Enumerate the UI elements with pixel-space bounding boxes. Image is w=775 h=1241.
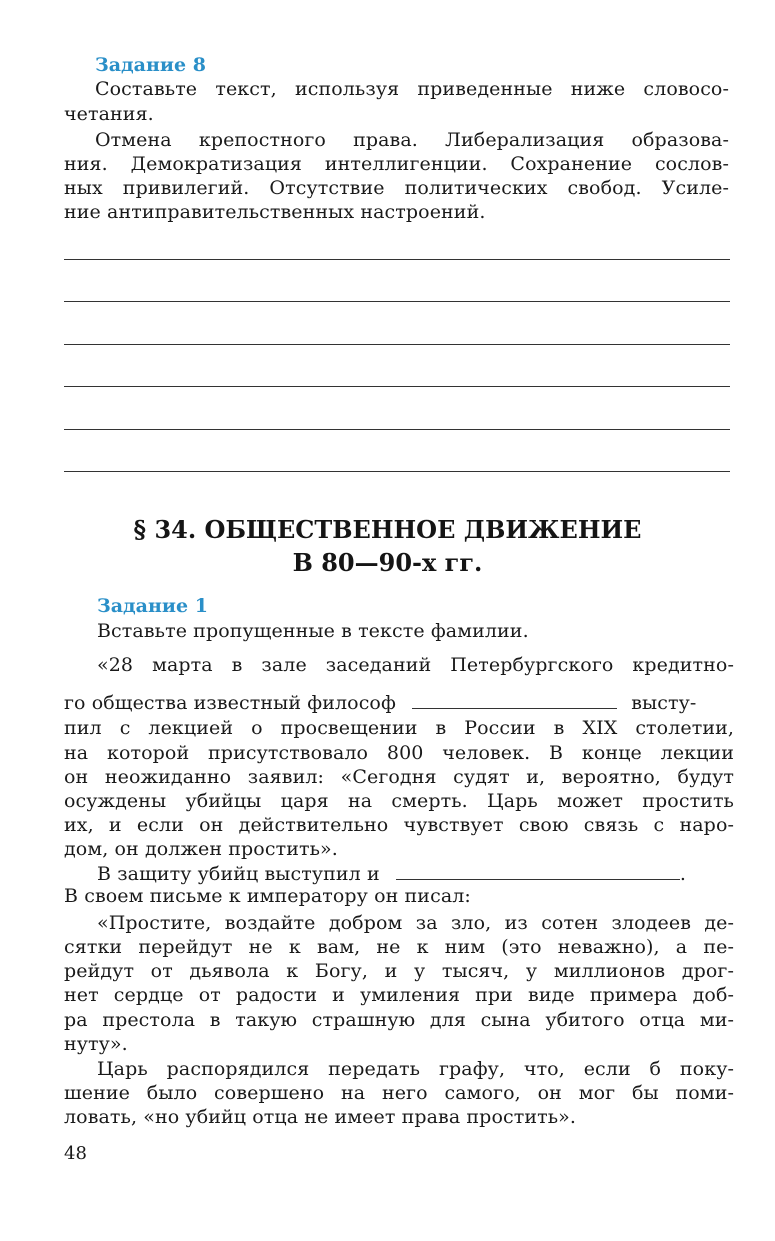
task1-line-9-start: В защиту убийц выступил и (97, 863, 380, 885)
task8-line-3: Отмена крепостного права. Либерализация образова- (95, 129, 729, 151)
task8-line-1: Составьте текст, используя приведенные ниже словосо- (95, 78, 729, 100)
task1-line-2-end: высту- (631, 692, 697, 714)
task1-line-18: шение было совершено на него самого, он мог бы поми- (64, 1082, 734, 1104)
task1-line-6: осуждены убийцы царя на смерть. Царь может простить (64, 790, 734, 812)
blank-philosopher-name[interactable] (412, 690, 617, 709)
task1-instruction: Вставьте пропущенные в тексте фамилии. (97, 620, 529, 642)
page-number: 48 (64, 1143, 87, 1164)
task1-line-5: он неожиданно заявил: «Сегодня судят и, вероятно, будут (64, 766, 734, 788)
task1-line-7: их, и если он действительно чувствует свою связь с наро- (64, 814, 734, 836)
task1-line-2-start: го общества известный философ (64, 692, 396, 714)
task1-line-10: В своем письме к императору он писал: (64, 885, 471, 907)
task1-line-4: на которой присутствовало 800 человек. В конце лекции (64, 742, 734, 764)
task1-line-8: дом, он должен простить». (64, 838, 338, 860)
task8-line-6: ние антиправительственных настроений. (64, 201, 486, 223)
task1-line-2 (64, 690, 734, 715)
task8-line-5: ных привилегий. Отсутствие политических свобод. Усиле- (64, 177, 729, 199)
task1-line-12: сятки перейдут не к вам, не к ним (это неважно), а пе- (64, 936, 734, 958)
task1-line-1: «28 марта в зале заседаний Петербургского кредитно- (97, 654, 734, 676)
answer-line-2[interactable] (64, 301, 730, 302)
answer-line-1[interactable] (64, 259, 730, 260)
task1-line-9 (97, 861, 734, 886)
task1-line-11: «Простите, воздайте добром за зло, из сотен злодеев де- (97, 912, 734, 934)
answer-line-3[interactable] (64, 344, 730, 345)
answer-line-6[interactable] (64, 471, 730, 472)
task1-line-14: нет сердце от радости и умиления при виде примера доб- (64, 984, 734, 1006)
task1-title: Задание 1 (97, 595, 208, 617)
answer-line-5[interactable] (64, 429, 730, 430)
section-heading-line-2: В 80—90-х гг. (292, 548, 483, 577)
task8-title: Задание 8 (95, 54, 206, 76)
task8-line-2: четания. (64, 103, 154, 125)
task1-line-13: рейдут от дьявола к Богу, и у тысяч, у миллионов дрог- (64, 960, 734, 982)
task1-line-16: нуту». (64, 1033, 128, 1055)
blank-defender-name[interactable] (396, 861, 680, 880)
task1-line-19: ловать, «но убийц отца не имеет права простить». (64, 1106, 577, 1128)
answer-line-4[interactable] (64, 386, 730, 387)
task1-line-3: пил с лекцией о просвещении в России в XIX столетии, (64, 717, 734, 739)
task1-line-9-end: . (679, 863, 686, 885)
task8-line-4: ния. Демократизация интеллигенции. Сохранение сослов- (64, 153, 729, 175)
section-heading-line-1: § 34. ОБЩЕСТВЕННОЕ ДВИЖЕНИЕ (133, 515, 642, 544)
task1-line-17: Царь распорядился передать графу, что, если б поку- (97, 1058, 734, 1080)
task1-line-15: ра престола в такую страшную для сына убитого отца ми- (64, 1009, 734, 1031)
